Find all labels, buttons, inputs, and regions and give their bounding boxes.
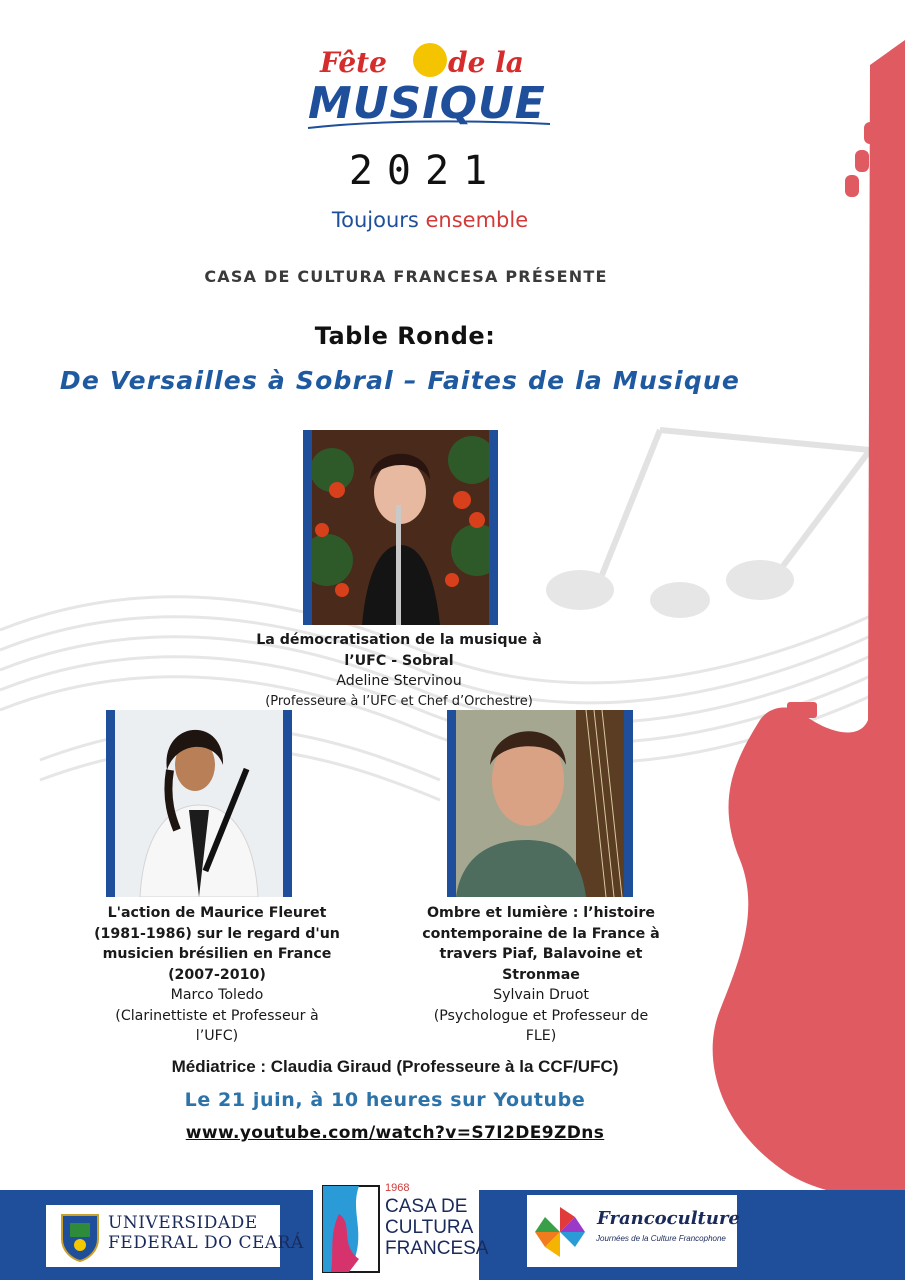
- speaker-caption-sylvain: [410, 903, 672, 1047]
- ufc-name: [108, 1213, 304, 1253]
- talk-title: (1981-1986) sur le regard d'un: [94, 925, 340, 942]
- talk-title: (2007-2010): [168, 966, 266, 983]
- svg-text:MUSIQUE: MUSIQUE: [308, 78, 546, 129]
- tagline: [0, 208, 860, 232]
- francoculture-pinwheel-icon: [531, 1203, 589, 1261]
- flutist-portrait-image: [312, 430, 489, 625]
- speaker-photo-sylvain: [447, 710, 633, 897]
- ufc-line1: UNIVERSIDADE: [108, 1213, 258, 1233]
- francoculture-logo: [527, 1195, 737, 1267]
- talk-title: La démocratisation de la musique à: [256, 632, 542, 648]
- event-title: De Versailles à Sobral – Faites de la Musique: [59, 366, 741, 395]
- speaker-caption-adeline: [244, 630, 554, 712]
- talk-title: Stronmae: [502, 966, 580, 983]
- speaker-photo-adeline: [303, 430, 498, 625]
- speaker-photo-marco: [106, 710, 292, 897]
- talk-title: contemporaine de la France à: [422, 925, 660, 942]
- ccf-year: 1968: [385, 1182, 410, 1194]
- talk-title: l’UFC - Sobral: [344, 652, 454, 669]
- ufc-line2: FEDERAL DO CEARÁ: [108, 1233, 304, 1253]
- speaker-caption-marco: [82, 903, 352, 1047]
- youtube-link[interactable]: www.youtube.com/watch?v=S7I2DE9ZDns: [185, 1123, 605, 1143]
- ccf-line2: CULTURA: [385, 1217, 474, 1238]
- speaker-name: Adeline Stervinou: [336, 673, 462, 689]
- presenter-line: CASA DE CULTURA FRANCESA PRÉSENTE: [204, 267, 608, 286]
- francoculture-title: Francoculture: [597, 1208, 740, 1229]
- svg-text:de la: de la: [448, 46, 524, 79]
- table-ronde-heading: Table Ronde:: [314, 322, 496, 350]
- svg-text:Fête: Fête: [320, 46, 387, 79]
- talk-title: musicien brésilien en France: [102, 946, 332, 962]
- talk-title: travers Piaf, Balavoine et: [439, 946, 643, 962]
- speaker-role: (Clarinettiste et Professeur à: [115, 1007, 319, 1024]
- fete-de-la-musique-logo: [300, 40, 560, 135]
- ccf-name: [385, 1196, 488, 1259]
- speaker-role: FLE): [525, 1028, 557, 1044]
- talk-title: L'action de Maurice Fleuret: [107, 905, 327, 921]
- ccf-line3: FRANCESA: [385, 1238, 489, 1259]
- tagline-part2: ensemble: [418, 208, 529, 232]
- speaker-role: (Psychologue et Professeur de: [433, 1007, 649, 1024]
- speaker-name: Marco Toledo: [170, 987, 264, 1003]
- man-with-guitar-image: [456, 710, 624, 897]
- speaker-role: (Professeure à l’UFC et Chef d’Orchestre): [265, 693, 533, 709]
- tagline-part1: Toujours: [331, 208, 419, 232]
- moderator-line: Médiatrice : Claudia Giraud (Professeure à la CCF/UFC): [171, 1057, 619, 1076]
- event-year: 2021: [348, 148, 502, 194]
- ufc-crest-icon: [56, 1209, 104, 1263]
- speaker-role: l’UFC): [195, 1028, 239, 1044]
- ccf-line1: CASA DE: [385, 1196, 468, 1217]
- talk-title: Ombre et lumière : l’histoire: [427, 905, 655, 921]
- francoculture-subtitle: Journées de la Culture Francophone: [596, 1234, 726, 1243]
- ccf-emblem-icon: [319, 1184, 383, 1274]
- event-date: Le 21 juin, à 10 heures sur Youtube: [184, 1089, 586, 1111]
- speaker-name: Sylvain Druot: [493, 987, 589, 1003]
- clarinetist-portrait-image: [115, 710, 283, 897]
